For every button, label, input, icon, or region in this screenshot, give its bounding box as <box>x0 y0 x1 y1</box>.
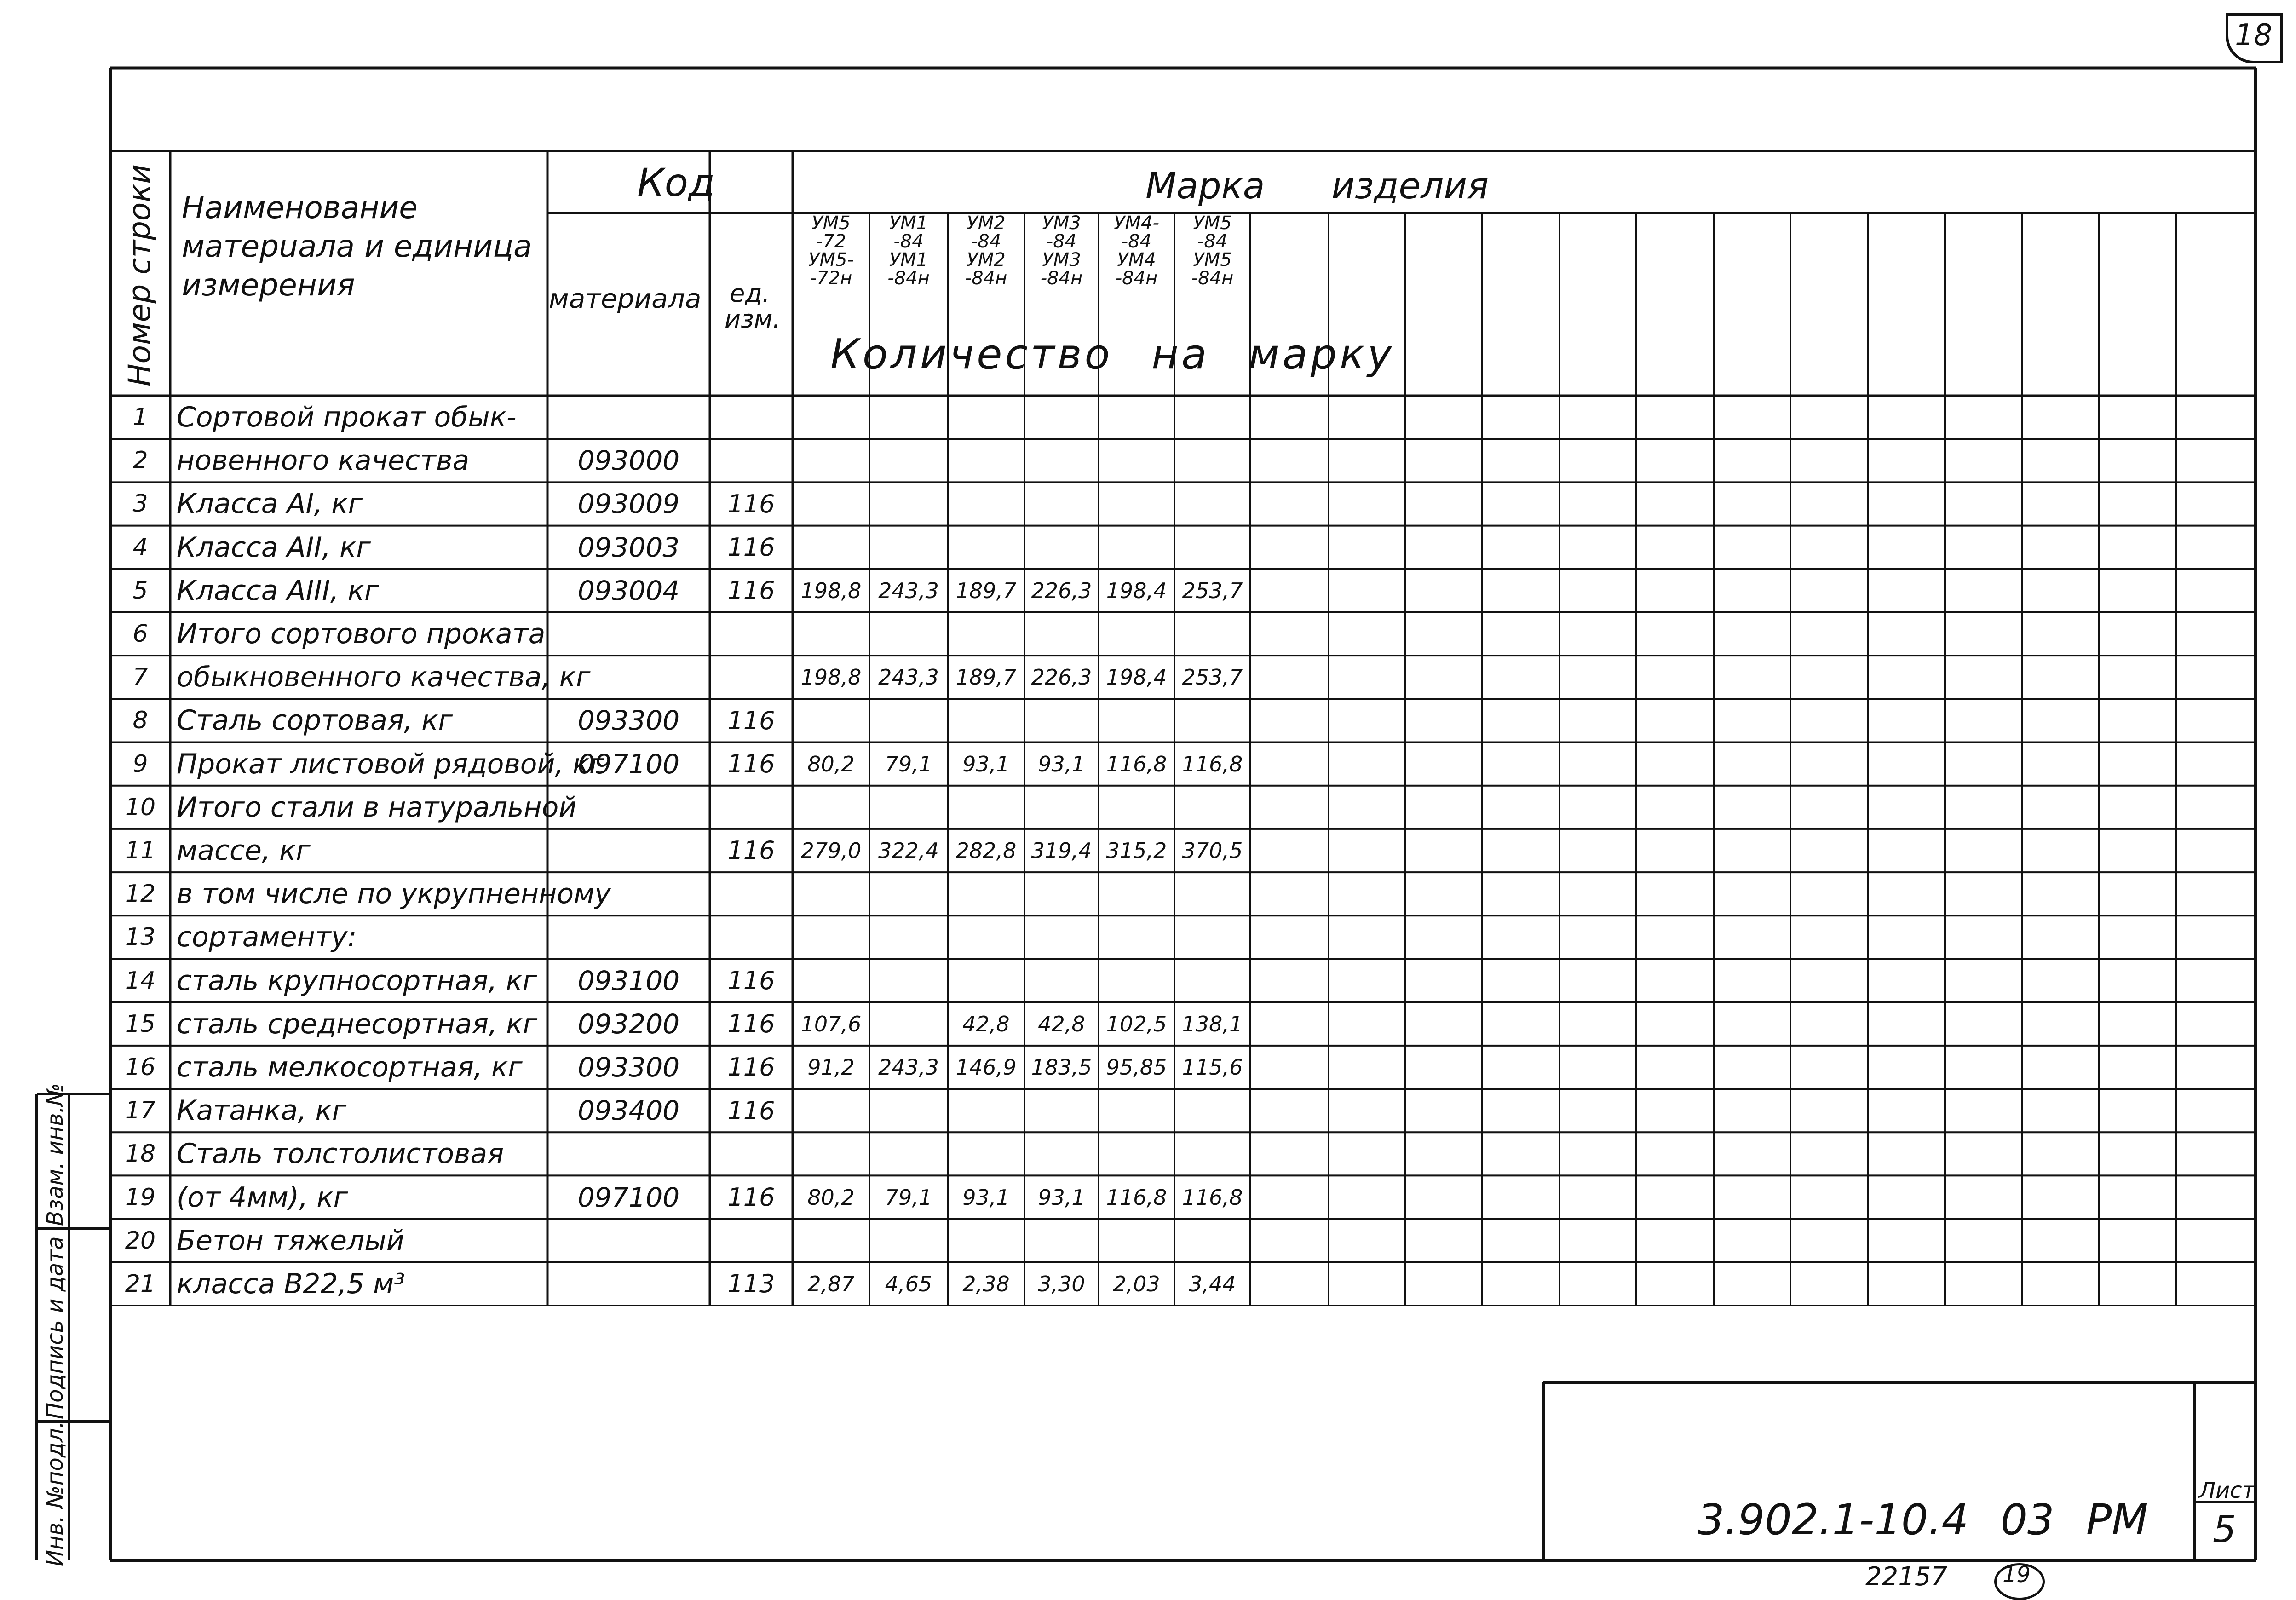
row-value <box>871 612 946 656</box>
row-code <box>552 1132 705 1175</box>
row-value <box>794 1089 868 1132</box>
header-row-number: Номер строки <box>122 164 157 386</box>
row-number: 13 <box>125 923 156 951</box>
row-value: 243,3 <box>878 665 939 690</box>
row-value <box>1026 1219 1097 1262</box>
row-value <box>949 482 1023 525</box>
row-value: 2,03 <box>1113 1271 1160 1296</box>
inventory-number: 22157 <box>1865 1562 1948 1592</box>
row-name: Класса АIII, кг <box>177 574 379 607</box>
row-value <box>949 1219 1023 1262</box>
row-unit <box>713 872 790 915</box>
row-value <box>1176 1089 1249 1132</box>
row-code <box>552 872 705 915</box>
row-value: 116,8 <box>1106 1185 1167 1210</box>
row-value <box>1026 482 1097 525</box>
row-value <box>794 915 868 959</box>
row-value <box>871 915 946 959</box>
row-value: 198,8 <box>800 578 862 603</box>
row-value: 93,1 <box>962 751 1010 777</box>
row-value <box>871 526 946 569</box>
row-number: 12 <box>125 880 156 908</box>
header-quantity: Количество на марку <box>830 330 1395 379</box>
row-number: 2 <box>132 447 148 475</box>
row-value: 107,6 <box>800 1011 862 1036</box>
header-code: Код <box>637 160 715 205</box>
row-code <box>552 1262 705 1306</box>
row-value: 243,3 <box>878 1054 939 1080</box>
row-unit: 116 <box>727 533 775 562</box>
header-name <box>182 189 545 305</box>
row-number: 7 <box>132 663 148 691</box>
row-unit: 116 <box>727 1183 775 1212</box>
row-code <box>552 786 705 829</box>
row-value: 95,85 <box>1106 1054 1167 1080</box>
row-name: сталь среднесортная, кг <box>177 1007 537 1040</box>
row-code <box>552 915 705 959</box>
row-value <box>1176 396 1249 439</box>
row-value: 3,44 <box>1189 1271 1236 1296</box>
brand-header: УМ1 -84 УМ1 -84н <box>887 213 930 289</box>
row-name: Бетон тяжелый <box>177 1224 404 1257</box>
row-value <box>794 699 868 742</box>
row-value <box>1176 959 1249 1002</box>
row-value: 253,7 <box>1182 665 1243 690</box>
row-value <box>1176 1132 1249 1175</box>
document-code: 3.902.1-10.4 03 РМ <box>1698 1495 2148 1544</box>
row-value <box>1100 959 1173 1002</box>
row-value <box>794 482 868 525</box>
row-value: 226,3 <box>1031 665 1092 690</box>
row-name: Класса АI, кг <box>177 488 363 520</box>
row-value: 42,8 <box>962 1011 1010 1036</box>
row-unit: 116 <box>727 1096 775 1125</box>
row-value <box>794 396 868 439</box>
row-code: 093009 <box>577 488 680 520</box>
row-value <box>1026 1132 1097 1175</box>
row-value: 42,8 <box>1038 1011 1085 1036</box>
row-name: Сталь сортовая, кг <box>177 704 453 737</box>
row-value <box>1026 915 1097 959</box>
row-value <box>794 872 868 915</box>
row-code: 093300 <box>577 1051 680 1083</box>
row-value <box>1100 612 1173 656</box>
row-code: 097100 <box>577 748 680 780</box>
row-value: 138,1 <box>1182 1011 1243 1036</box>
row-value <box>871 439 946 482</box>
row-value <box>1100 699 1173 742</box>
row-code <box>552 612 705 656</box>
row-name: Прокат листовой рядовой, кг <box>177 748 604 780</box>
header-brand: Марка изделия <box>1145 166 1489 207</box>
row-value <box>949 439 1023 482</box>
row-value <box>1176 872 1249 915</box>
row-value: 93,1 <box>1038 751 1085 777</box>
row-value <box>794 786 868 829</box>
row-value <box>949 396 1023 439</box>
row-name: Класса АII, кг <box>177 531 371 564</box>
bottom-page-number: 19 <box>2003 1562 2031 1588</box>
row-unit: 116 <box>727 836 775 865</box>
row-value <box>1176 699 1249 742</box>
row-code: 093400 <box>577 1095 680 1127</box>
row-value <box>1100 482 1173 525</box>
row-unit <box>713 786 790 829</box>
row-value <box>1026 872 1097 915</box>
row-value: 116,8 <box>1182 751 1243 777</box>
row-value: 243,3 <box>878 578 939 603</box>
row-unit: 116 <box>727 1053 775 1082</box>
row-name: Сортовой прокат обык- <box>177 401 517 434</box>
row-value <box>949 1089 1023 1132</box>
row-name: класса В22,5 м³ <box>177 1267 405 1300</box>
row-number: 1 <box>132 403 148 432</box>
row-value: 322,4 <box>878 838 939 863</box>
brand-header: УМ5 -72 УМ5- -72н <box>808 213 854 289</box>
row-number: 19 <box>125 1183 156 1211</box>
sheet-number: 5 <box>2213 1508 2236 1551</box>
row-value <box>1100 1132 1173 1175</box>
row-code: 093300 <box>577 705 680 737</box>
row-name: (от 4мм), кг <box>177 1181 348 1214</box>
row-value: 370,5 <box>1182 838 1243 863</box>
row-number: 16 <box>125 1053 156 1081</box>
row-number: 5 <box>132 576 148 604</box>
row-value <box>949 872 1023 915</box>
row-value <box>949 1132 1023 1175</box>
row-value: 282,8 <box>955 838 1017 863</box>
row-value: 146,9 <box>955 1054 1017 1080</box>
row-value <box>1176 1219 1249 1262</box>
row-value <box>1026 612 1097 656</box>
row-name: обыкновенного качества, кг <box>177 661 591 694</box>
page-number: 18 <box>2235 18 2273 52</box>
row-value <box>794 526 868 569</box>
row-value <box>794 612 868 656</box>
row-unit <box>713 915 790 959</box>
row-unit <box>713 396 790 439</box>
row-value <box>1100 915 1173 959</box>
brand-header: УМ3 -84 УМ3 -84н <box>1040 213 1083 289</box>
row-value <box>949 786 1023 829</box>
row-value <box>871 1132 946 1175</box>
row-unit <box>713 656 790 699</box>
row-unit: 116 <box>727 966 775 996</box>
row-unit: 116 <box>727 576 775 605</box>
header-material: материала <box>549 283 702 314</box>
row-value <box>1176 526 1249 569</box>
row-value <box>1100 786 1173 829</box>
row-value: 116,8 <box>1106 751 1167 777</box>
row-value: 116,8 <box>1182 1185 1243 1210</box>
row-value <box>1026 1089 1097 1132</box>
row-number: 14 <box>125 967 156 995</box>
row-value <box>949 526 1023 569</box>
row-value: 315,2 <box>1106 838 1167 863</box>
row-value <box>1026 396 1097 439</box>
row-value <box>1100 439 1173 482</box>
row-value: 189,7 <box>955 665 1017 690</box>
row-value: 2,87 <box>807 1271 855 1296</box>
row-value <box>1100 1219 1173 1262</box>
row-code <box>552 396 705 439</box>
row-unit: 113 <box>727 1269 775 1299</box>
row-code <box>552 1219 705 1262</box>
brand-header: УМ2 -84 УМ2 -84н <box>965 213 1007 289</box>
row-value: 80,2 <box>807 751 855 777</box>
row-number: 18 <box>125 1140 156 1168</box>
header-unit <box>725 279 781 334</box>
row-number: 10 <box>125 793 156 821</box>
row-value <box>1026 786 1097 829</box>
row-unit: 116 <box>727 706 775 735</box>
row-value <box>1100 872 1173 915</box>
row-value <box>794 439 868 482</box>
row-value: 279,0 <box>800 838 862 863</box>
row-name: новенного качества <box>177 444 470 477</box>
row-name: Катанка, кг <box>177 1094 347 1127</box>
row-value: 198,8 <box>800 665 862 690</box>
row-code: 093200 <box>577 1008 680 1040</box>
row-number: 15 <box>125 1010 156 1038</box>
row-name: сталь крупносортная, кг <box>177 964 537 997</box>
row-number: 17 <box>125 1097 156 1125</box>
row-unit <box>713 439 790 482</box>
row-value: 102,5 <box>1106 1011 1167 1036</box>
brand-header: УМ4- -84 УМ4 -84н <box>1114 213 1159 289</box>
row-value <box>871 699 946 742</box>
row-number: 8 <box>132 707 148 735</box>
row-value <box>1176 786 1249 829</box>
row-value: 183,5 <box>1031 1054 1092 1080</box>
row-unit <box>713 1219 790 1262</box>
row-number: 4 <box>132 533 148 561</box>
row-value <box>1100 396 1173 439</box>
row-value <box>871 1089 946 1132</box>
row-unit <box>713 1132 790 1175</box>
row-number: 11 <box>125 836 156 864</box>
row-number: 21 <box>125 1270 156 1298</box>
row-number: 3 <box>132 490 148 518</box>
row-value <box>1176 482 1249 525</box>
row-unit: 116 <box>727 1009 775 1039</box>
row-value <box>1176 439 1249 482</box>
row-value <box>1176 915 1249 959</box>
row-name: в том числе по укрупненному <box>177 878 611 910</box>
row-code <box>552 656 705 699</box>
row-value <box>794 1132 868 1175</box>
row-value: 93,1 <box>1038 1185 1085 1210</box>
row-value: 226,3 <box>1031 578 1092 603</box>
row-value <box>871 872 946 915</box>
row-unit <box>713 612 790 656</box>
row-value <box>1026 439 1097 482</box>
row-value: 80,2 <box>807 1185 855 1210</box>
row-unit: 116 <box>727 749 775 779</box>
row-name: сортаменту: <box>177 921 357 954</box>
row-name: Итого сортового проката <box>177 618 546 650</box>
stamp-inventory-label: Инв. №подл. <box>42 1421 68 1566</box>
brand-header: УМ5 -84 УМ5 -84н <box>1191 213 1234 289</box>
row-code: 093004 <box>577 575 680 606</box>
row-code: 093000 <box>577 445 680 477</box>
row-name: Сталь толстолистовая <box>177 1138 504 1170</box>
row-value <box>871 786 946 829</box>
row-value <box>949 915 1023 959</box>
row-value: 253,7 <box>1182 578 1243 603</box>
header-unit-text: ед. изм. <box>725 279 781 334</box>
row-value: 3,30 <box>1038 1271 1085 1296</box>
row-value: 189,7 <box>955 578 1017 603</box>
row-value <box>1026 959 1097 1002</box>
row-code: 093003 <box>577 531 680 563</box>
row-value <box>1026 699 1097 742</box>
row-unit: 116 <box>727 489 775 518</box>
stamp-signature-label: Подпись и дата <box>42 1236 68 1419</box>
row-value: 4,65 <box>885 1271 932 1296</box>
row-value: 319,4 <box>1031 838 1092 863</box>
row-value <box>1176 612 1249 656</box>
row-name: сталь мелкосортная, кг <box>177 1051 523 1083</box>
row-value <box>949 959 1023 1002</box>
stamp-replacement-label: Взам. инв.№ <box>42 1083 68 1226</box>
row-value <box>871 1002 946 1046</box>
row-value: 198,4 <box>1106 665 1167 690</box>
row-value: 93,1 <box>962 1185 1010 1210</box>
row-value <box>794 1219 868 1262</box>
row-code <box>552 829 705 872</box>
row-value <box>871 396 946 439</box>
row-value <box>871 959 946 1002</box>
row-value <box>949 612 1023 656</box>
row-number: 6 <box>132 620 148 648</box>
row-value: 115,6 <box>1182 1054 1243 1080</box>
header-name-text: Наименование матерuала и единица измерения <box>182 190 532 303</box>
row-value: 79,1 <box>885 751 932 777</box>
row-number: 20 <box>125 1226 156 1255</box>
row-value <box>1100 526 1173 569</box>
row-number: 9 <box>132 750 148 778</box>
row-value: 79,1 <box>885 1185 932 1210</box>
row-value: 91,2 <box>807 1054 855 1080</box>
row-value: 2,38 <box>962 1271 1010 1296</box>
row-name: Итого стали в натуральной <box>177 791 577 823</box>
row-value <box>794 959 868 1002</box>
row-value <box>871 1219 946 1262</box>
row-code: 093100 <box>577 965 680 996</box>
sheet-label: Лист <box>2199 1478 2255 1503</box>
row-value <box>871 482 946 525</box>
row-value <box>949 699 1023 742</box>
row-code: 097100 <box>577 1181 680 1213</box>
row-value <box>1100 1089 1173 1132</box>
row-value: 198,4 <box>1106 578 1167 603</box>
row-name: массе, кг <box>177 834 311 867</box>
row-value <box>1026 526 1097 569</box>
